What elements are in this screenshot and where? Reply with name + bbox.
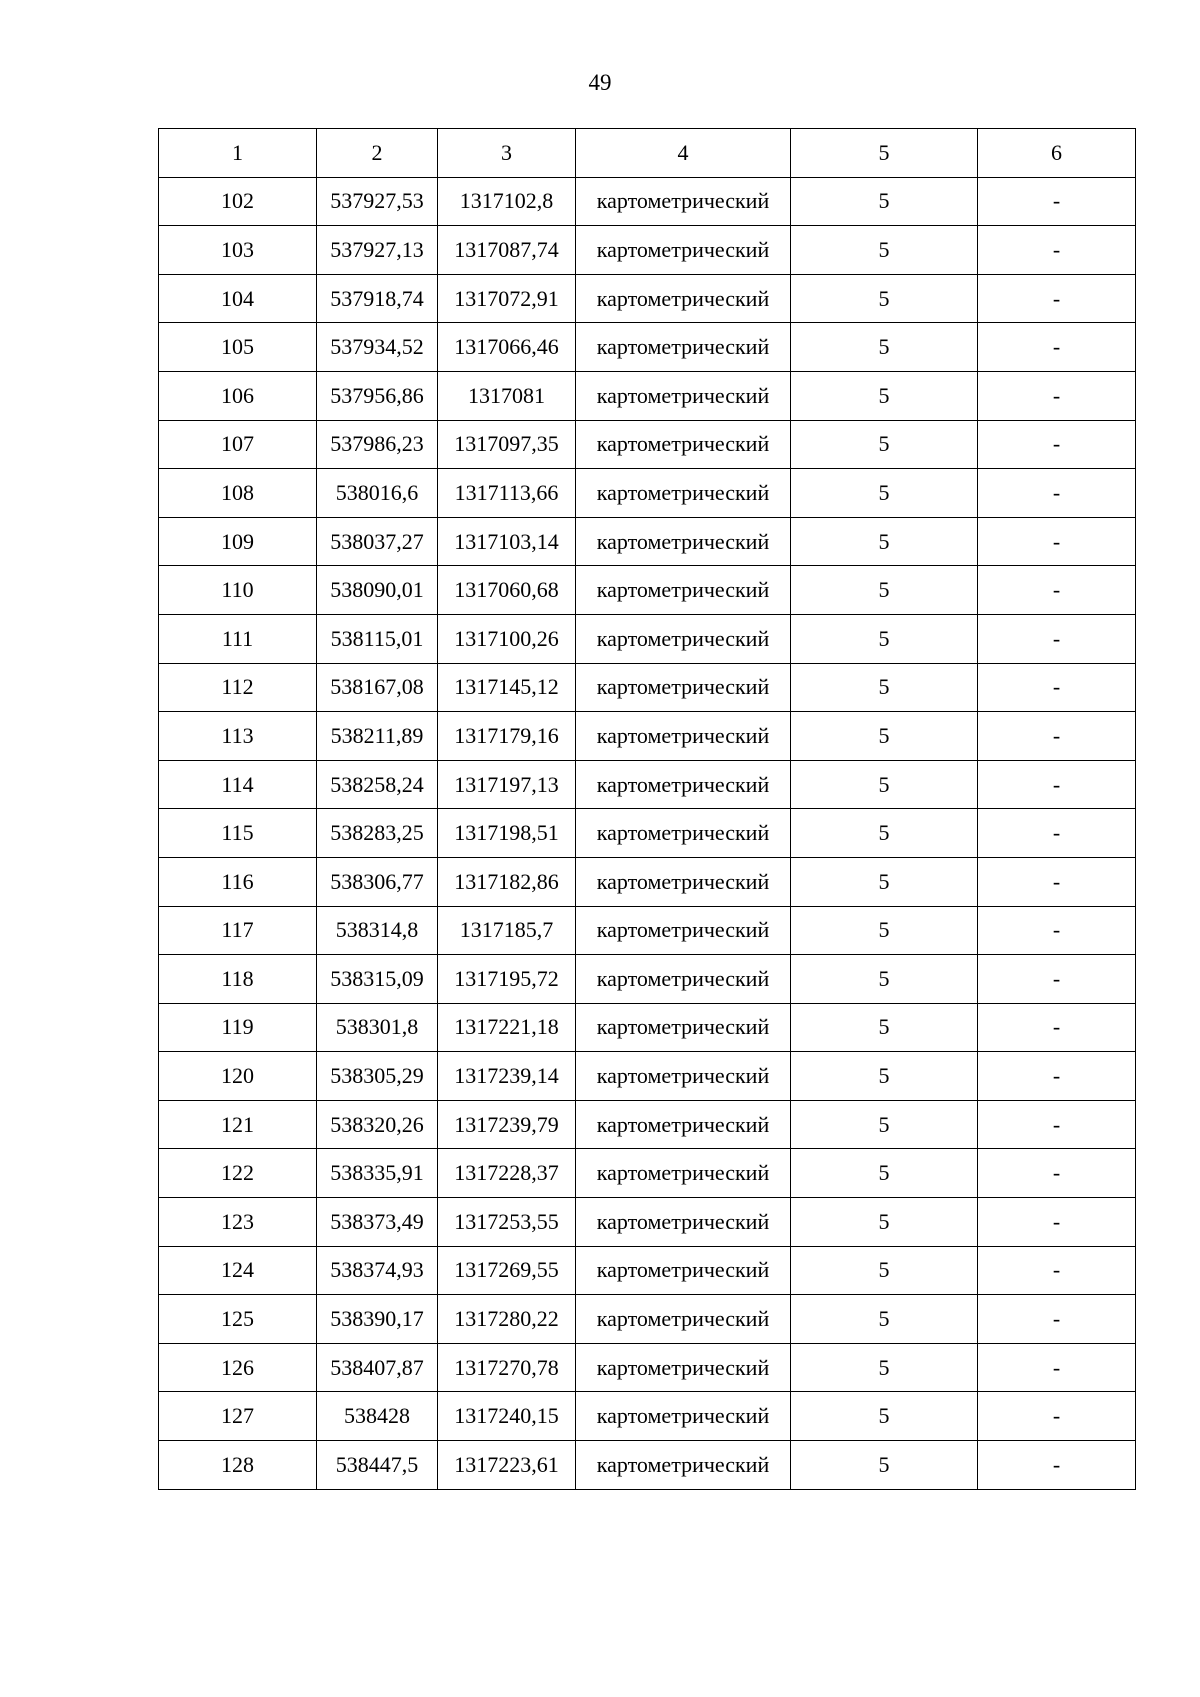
note-cell: - xyxy=(978,809,1136,858)
method-cell: картометрический xyxy=(576,420,791,469)
accuracy-cell: 5 xyxy=(791,1052,978,1101)
header-cell-2: 2 xyxy=(317,129,438,178)
y-coordinate-cell: 1317228,37 xyxy=(438,1149,576,1198)
point-number-cell: 109 xyxy=(159,517,317,566)
method-cell: картометрический xyxy=(576,517,791,566)
y-coordinate-cell: 1317198,51 xyxy=(438,809,576,858)
x-coordinate-cell: 537986,23 xyxy=(317,420,438,469)
x-coordinate-cell: 538305,29 xyxy=(317,1052,438,1101)
y-coordinate-cell: 1317280,22 xyxy=(438,1295,576,1344)
x-coordinate-cell: 537956,86 xyxy=(317,371,438,420)
method-cell: картометрический xyxy=(576,1295,791,1344)
point-number-cell: 120 xyxy=(159,1052,317,1101)
table-row xyxy=(159,566,1136,615)
table-row xyxy=(159,614,1136,663)
accuracy-cell: 5 xyxy=(791,1441,978,1490)
note-cell: - xyxy=(978,663,1136,712)
header-cell-6: 6 xyxy=(978,129,1136,178)
point-number-cell: 102 xyxy=(159,177,317,226)
accuracy-cell: 5 xyxy=(791,177,978,226)
note-cell: - xyxy=(978,857,1136,906)
point-number-cell: 107 xyxy=(159,420,317,469)
accuracy-cell: 5 xyxy=(791,760,978,809)
note-cell: - xyxy=(978,712,1136,761)
accuracy-cell: 5 xyxy=(791,226,978,275)
y-coordinate-cell: 1317185,7 xyxy=(438,906,576,955)
y-coordinate-cell: 1317066,46 xyxy=(438,323,576,372)
table-row xyxy=(159,1003,1136,1052)
table-header-row xyxy=(159,129,1136,178)
note-cell: - xyxy=(978,760,1136,809)
method-cell: картометрический xyxy=(576,274,791,323)
accuracy-cell: 5 xyxy=(791,663,978,712)
x-coordinate-cell: 538390,17 xyxy=(317,1295,438,1344)
method-cell: картометрический xyxy=(576,712,791,761)
y-coordinate-cell: 1317223,61 xyxy=(438,1441,576,1490)
accuracy-cell: 5 xyxy=(791,1003,978,1052)
accuracy-cell: 5 xyxy=(791,1295,978,1344)
point-number-cell: 125 xyxy=(159,1295,317,1344)
x-coordinate-cell: 538314,8 xyxy=(317,906,438,955)
accuracy-cell: 5 xyxy=(791,517,978,566)
point-number-cell: 110 xyxy=(159,566,317,615)
table-row xyxy=(159,1295,1136,1344)
point-number-cell: 124 xyxy=(159,1246,317,1295)
x-coordinate-cell: 538090,01 xyxy=(317,566,438,615)
method-cell: картометрический xyxy=(576,809,791,858)
note-cell: - xyxy=(978,1052,1136,1101)
y-coordinate-cell: 1317195,72 xyxy=(438,955,576,1004)
accuracy-cell: 5 xyxy=(791,809,978,858)
note-cell: - xyxy=(978,1003,1136,1052)
x-coordinate-cell: 537927,53 xyxy=(317,177,438,226)
method-cell: картометрический xyxy=(576,1149,791,1198)
table-row xyxy=(159,420,1136,469)
method-cell: картометрический xyxy=(576,614,791,663)
coordinates-table xyxy=(158,128,1136,1490)
table-row xyxy=(159,1392,1136,1441)
y-coordinate-cell: 1317197,13 xyxy=(438,760,576,809)
page-number: 49 xyxy=(588,70,612,95)
note-cell: - xyxy=(978,177,1136,226)
method-cell: картометрический xyxy=(576,469,791,518)
table-row xyxy=(159,1246,1136,1295)
x-coordinate-cell: 538258,24 xyxy=(317,760,438,809)
accuracy-cell: 5 xyxy=(791,955,978,1004)
note-cell: - xyxy=(978,906,1136,955)
note-cell: - xyxy=(978,1246,1136,1295)
note-cell: - xyxy=(978,1343,1136,1392)
method-cell: картометрический xyxy=(576,955,791,1004)
note-cell: - xyxy=(978,1392,1136,1441)
table-row xyxy=(159,1441,1136,1490)
y-coordinate-cell: 1317221,18 xyxy=(438,1003,576,1052)
method-cell: картометрический xyxy=(576,1343,791,1392)
point-number-cell: 122 xyxy=(159,1149,317,1198)
table-row xyxy=(159,809,1136,858)
table-row xyxy=(159,274,1136,323)
method-cell: картометрический xyxy=(576,177,791,226)
point-number-cell: 121 xyxy=(159,1100,317,1149)
point-number-cell: 114 xyxy=(159,760,317,809)
x-coordinate-cell: 537927,13 xyxy=(317,226,438,275)
x-coordinate-cell: 538301,8 xyxy=(317,1003,438,1052)
table-row xyxy=(159,1343,1136,1392)
table-row xyxy=(159,663,1136,712)
y-coordinate-cell: 1317182,86 xyxy=(438,857,576,906)
table-row xyxy=(159,323,1136,372)
method-cell: картометрический xyxy=(576,226,791,275)
table-row xyxy=(159,760,1136,809)
method-cell: картометрический xyxy=(576,1198,791,1247)
x-coordinate-cell: 538447,5 xyxy=(317,1441,438,1490)
x-coordinate-cell: 538407,87 xyxy=(317,1343,438,1392)
y-coordinate-cell: 1317100,26 xyxy=(438,614,576,663)
accuracy-cell: 5 xyxy=(791,1343,978,1392)
note-cell: - xyxy=(978,517,1136,566)
method-cell: картометрический xyxy=(576,323,791,372)
x-coordinate-cell: 537934,52 xyxy=(317,323,438,372)
point-number-cell: 105 xyxy=(159,323,317,372)
table-row xyxy=(159,955,1136,1004)
note-cell: - xyxy=(978,1149,1136,1198)
table-row xyxy=(159,226,1136,275)
point-number-cell: 103 xyxy=(159,226,317,275)
method-cell: картометрический xyxy=(576,371,791,420)
note-cell: - xyxy=(978,955,1136,1004)
method-cell: картометрический xyxy=(576,857,791,906)
note-cell: - xyxy=(978,1295,1136,1344)
x-coordinate-cell: 538374,93 xyxy=(317,1246,438,1295)
accuracy-cell: 5 xyxy=(791,1149,978,1198)
x-coordinate-cell: 538037,27 xyxy=(317,517,438,566)
y-coordinate-cell: 1317081 xyxy=(438,371,576,420)
y-coordinate-cell: 1317239,14 xyxy=(438,1052,576,1101)
table-row xyxy=(159,517,1136,566)
table-row xyxy=(159,371,1136,420)
point-number-cell: 126 xyxy=(159,1343,317,1392)
note-cell: - xyxy=(978,323,1136,372)
accuracy-cell: 5 xyxy=(791,857,978,906)
table-row xyxy=(159,469,1136,518)
note-cell: - xyxy=(978,274,1136,323)
y-coordinate-cell: 1317179,16 xyxy=(438,712,576,761)
note-cell: - xyxy=(978,1198,1136,1247)
note-cell: - xyxy=(978,420,1136,469)
y-coordinate-cell: 1317072,91 xyxy=(438,274,576,323)
table-row xyxy=(159,857,1136,906)
method-cell: картометрический xyxy=(576,1392,791,1441)
method-cell: картометрический xyxy=(576,1052,791,1101)
accuracy-cell: 5 xyxy=(791,1246,978,1295)
point-number-cell: 128 xyxy=(159,1441,317,1490)
point-number-cell: 112 xyxy=(159,663,317,712)
y-coordinate-cell: 1317103,14 xyxy=(438,517,576,566)
method-cell: картометрический xyxy=(576,906,791,955)
accuracy-cell: 5 xyxy=(791,469,978,518)
y-coordinate-cell: 1317240,15 xyxy=(438,1392,576,1441)
x-coordinate-cell: 538016,6 xyxy=(317,469,438,518)
x-coordinate-cell: 538428 xyxy=(317,1392,438,1441)
x-coordinate-cell: 538335,91 xyxy=(317,1149,438,1198)
point-number-cell: 108 xyxy=(159,469,317,518)
y-coordinate-cell: 1317097,35 xyxy=(438,420,576,469)
note-cell: - xyxy=(978,614,1136,663)
point-number-cell: 111 xyxy=(159,614,317,663)
accuracy-cell: 5 xyxy=(791,371,978,420)
accuracy-cell: 5 xyxy=(791,323,978,372)
accuracy-cell: 5 xyxy=(791,614,978,663)
point-number-cell: 117 xyxy=(159,906,317,955)
y-coordinate-cell: 1317102,8 xyxy=(438,177,576,226)
note-cell: - xyxy=(978,469,1136,518)
x-coordinate-cell: 538211,89 xyxy=(317,712,438,761)
table-body xyxy=(159,129,1136,1490)
accuracy-cell: 5 xyxy=(791,1198,978,1247)
y-coordinate-cell: 1317239,79 xyxy=(438,1100,576,1149)
point-number-cell: 127 xyxy=(159,1392,317,1441)
y-coordinate-cell: 1317145,12 xyxy=(438,663,576,712)
accuracy-cell: 5 xyxy=(791,906,978,955)
note-cell: - xyxy=(978,566,1136,615)
header-cell-3: 3 xyxy=(438,129,576,178)
method-cell: картометрический xyxy=(576,566,791,615)
method-cell: картометрический xyxy=(576,1003,791,1052)
header-cell-5: 5 xyxy=(791,129,978,178)
y-coordinate-cell: 1317269,55 xyxy=(438,1246,576,1295)
method-cell: картометрический xyxy=(576,1100,791,1149)
method-cell: картометрический xyxy=(576,760,791,809)
point-number-cell: 123 xyxy=(159,1198,317,1247)
x-coordinate-cell: 538115,01 xyxy=(317,614,438,663)
note-cell: - xyxy=(978,1441,1136,1490)
x-coordinate-cell: 538283,25 xyxy=(317,809,438,858)
point-number-cell: 119 xyxy=(159,1003,317,1052)
x-coordinate-cell: 538167,08 xyxy=(317,663,438,712)
table-row xyxy=(159,1198,1136,1247)
x-coordinate-cell: 538315,09 xyxy=(317,955,438,1004)
note-cell: - xyxy=(978,1100,1136,1149)
note-cell: - xyxy=(978,226,1136,275)
y-coordinate-cell: 1317270,78 xyxy=(438,1343,576,1392)
y-coordinate-cell: 1317060,68 xyxy=(438,566,576,615)
accuracy-cell: 5 xyxy=(791,1100,978,1149)
accuracy-cell: 5 xyxy=(791,712,978,761)
y-coordinate-cell: 1317113,66 xyxy=(438,469,576,518)
point-number-cell: 106 xyxy=(159,371,317,420)
accuracy-cell: 5 xyxy=(791,420,978,469)
method-cell: картометрический xyxy=(576,663,791,712)
method-cell: картометрический xyxy=(576,1246,791,1295)
table-row xyxy=(159,177,1136,226)
x-coordinate-cell: 538306,77 xyxy=(317,857,438,906)
x-coordinate-cell: 538373,49 xyxy=(317,1198,438,1247)
point-number-cell: 113 xyxy=(159,712,317,761)
header-cell-1: 1 xyxy=(159,129,317,178)
note-cell: - xyxy=(978,371,1136,420)
x-coordinate-cell: 537918,74 xyxy=(317,274,438,323)
accuracy-cell: 5 xyxy=(791,274,978,323)
x-coordinate-cell: 538320,26 xyxy=(317,1100,438,1149)
y-coordinate-cell: 1317253,55 xyxy=(438,1198,576,1247)
point-number-cell: 116 xyxy=(159,857,317,906)
table-row xyxy=(159,906,1136,955)
table-row xyxy=(159,1052,1136,1101)
y-coordinate-cell: 1317087,74 xyxy=(438,226,576,275)
point-number-cell: 104 xyxy=(159,274,317,323)
table-row xyxy=(159,1100,1136,1149)
point-number-cell: 115 xyxy=(159,809,317,858)
header-cell-4: 4 xyxy=(576,129,791,178)
accuracy-cell: 5 xyxy=(791,1392,978,1441)
method-cell: картометрический xyxy=(576,1441,791,1490)
table-row xyxy=(159,712,1136,761)
accuracy-cell: 5 xyxy=(791,566,978,615)
table-row xyxy=(159,1149,1136,1198)
point-number-cell: 118 xyxy=(159,955,317,1004)
